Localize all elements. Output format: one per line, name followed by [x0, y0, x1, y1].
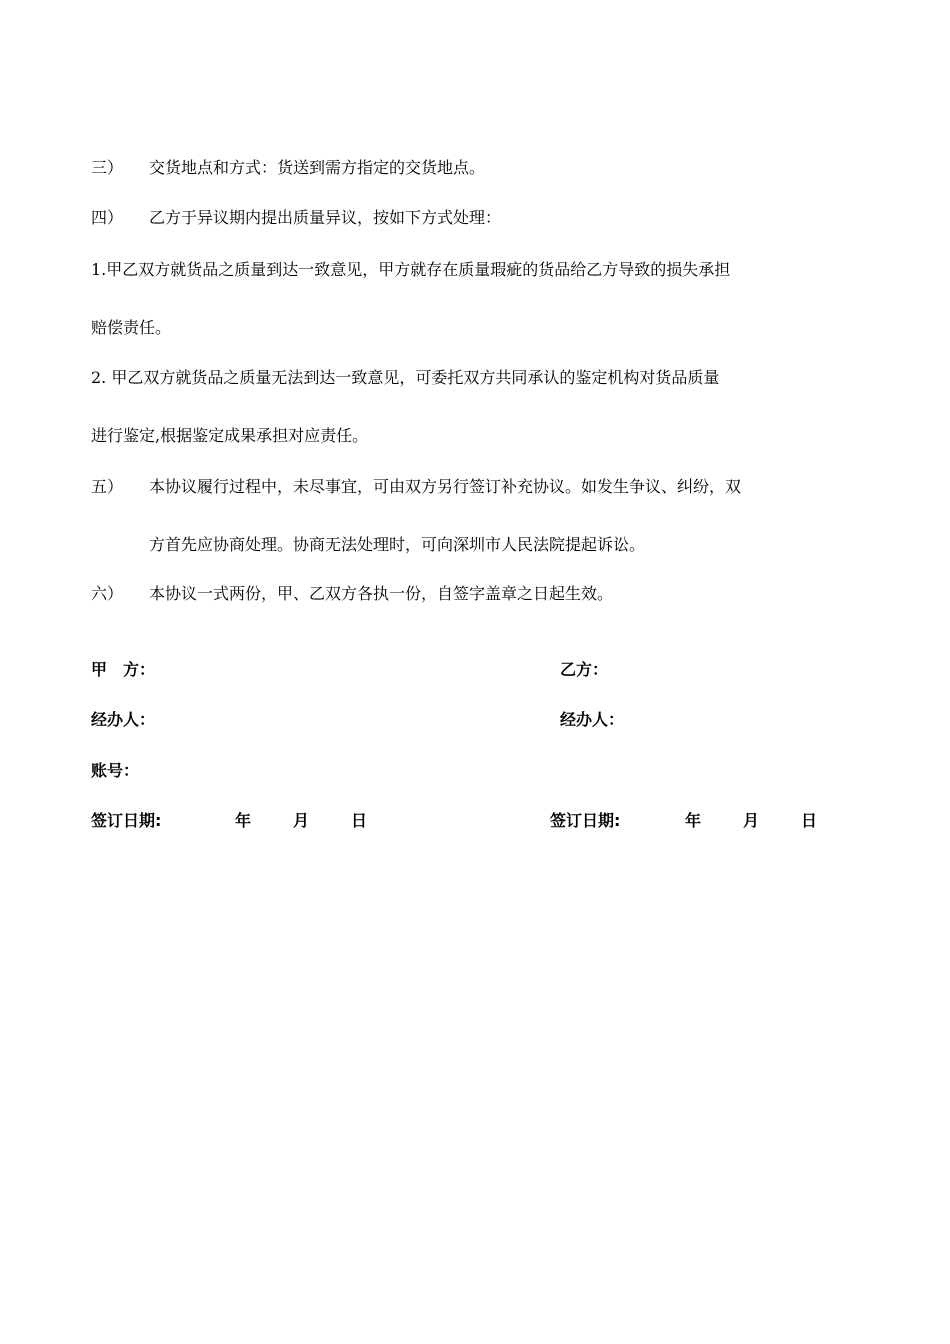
party-a-label: 甲 方： [91, 660, 156, 679]
party-b-date-label: 签订日期: [550, 811, 621, 830]
clause-4-text: 乙方于异议期内提出质量异议，按如下方式处理： [149, 208, 502, 227]
clause-5-number: 五） [91, 477, 124, 496]
item-2-text-2: 进行鉴定,根据鉴定成果承担对应责任。 [91, 426, 369, 445]
party-b-date-day: 日 [801, 811, 818, 830]
clause-3-number: 三） [91, 158, 124, 177]
item-2-text-1: 2. 甲乙双方就货品之质量无法到达一致意见，可委托双方共同承认的鉴定机构对货品质量 [91, 368, 720, 387]
party-b-date-year: 年 [685, 811, 702, 830]
party-a-date-day: 日 [351, 811, 368, 830]
item-1-text-1: 1.甲乙双方就货品之质量到达一致意见，甲方就存在质量瑕疵的货品给乙方导致的损失承担 [91, 260, 731, 279]
clause-5-text-1: 本协议履行过程中，未尽事宜，可由双方另行签订补充协议。如发生争议、纠纷，双 [149, 477, 742, 496]
item-1-text-2: 赔偿责任。 [91, 318, 172, 337]
party-a-date-year: 年 [235, 811, 252, 830]
party-a-date-label: 签订日期: [91, 811, 162, 830]
clause-3-text: 交货地点和方式：货送到需方指定的交货地点。 [149, 158, 486, 177]
party-a-date-month: 月 [293, 811, 310, 830]
clause-5-text-2: 方首先应协商处理。协商无法处理时，可向深圳市人民法院提起诉讼。 [149, 535, 646, 554]
clause-4-number: 四） [91, 208, 124, 227]
clause-6-number: 六） [91, 584, 124, 603]
party-b-label: 乙方： [560, 660, 609, 679]
clause-6-text: 本协议一式两份，甲、乙双方各执一份，自签字盖章之日起生效。 [149, 584, 614, 603]
account-label: 账号： [91, 761, 140, 780]
party-b-date-month: 月 [743, 811, 760, 830]
party-a-handler-label: 经办人： [91, 710, 156, 729]
party-b-handler-label: 经办人： [560, 710, 625, 729]
